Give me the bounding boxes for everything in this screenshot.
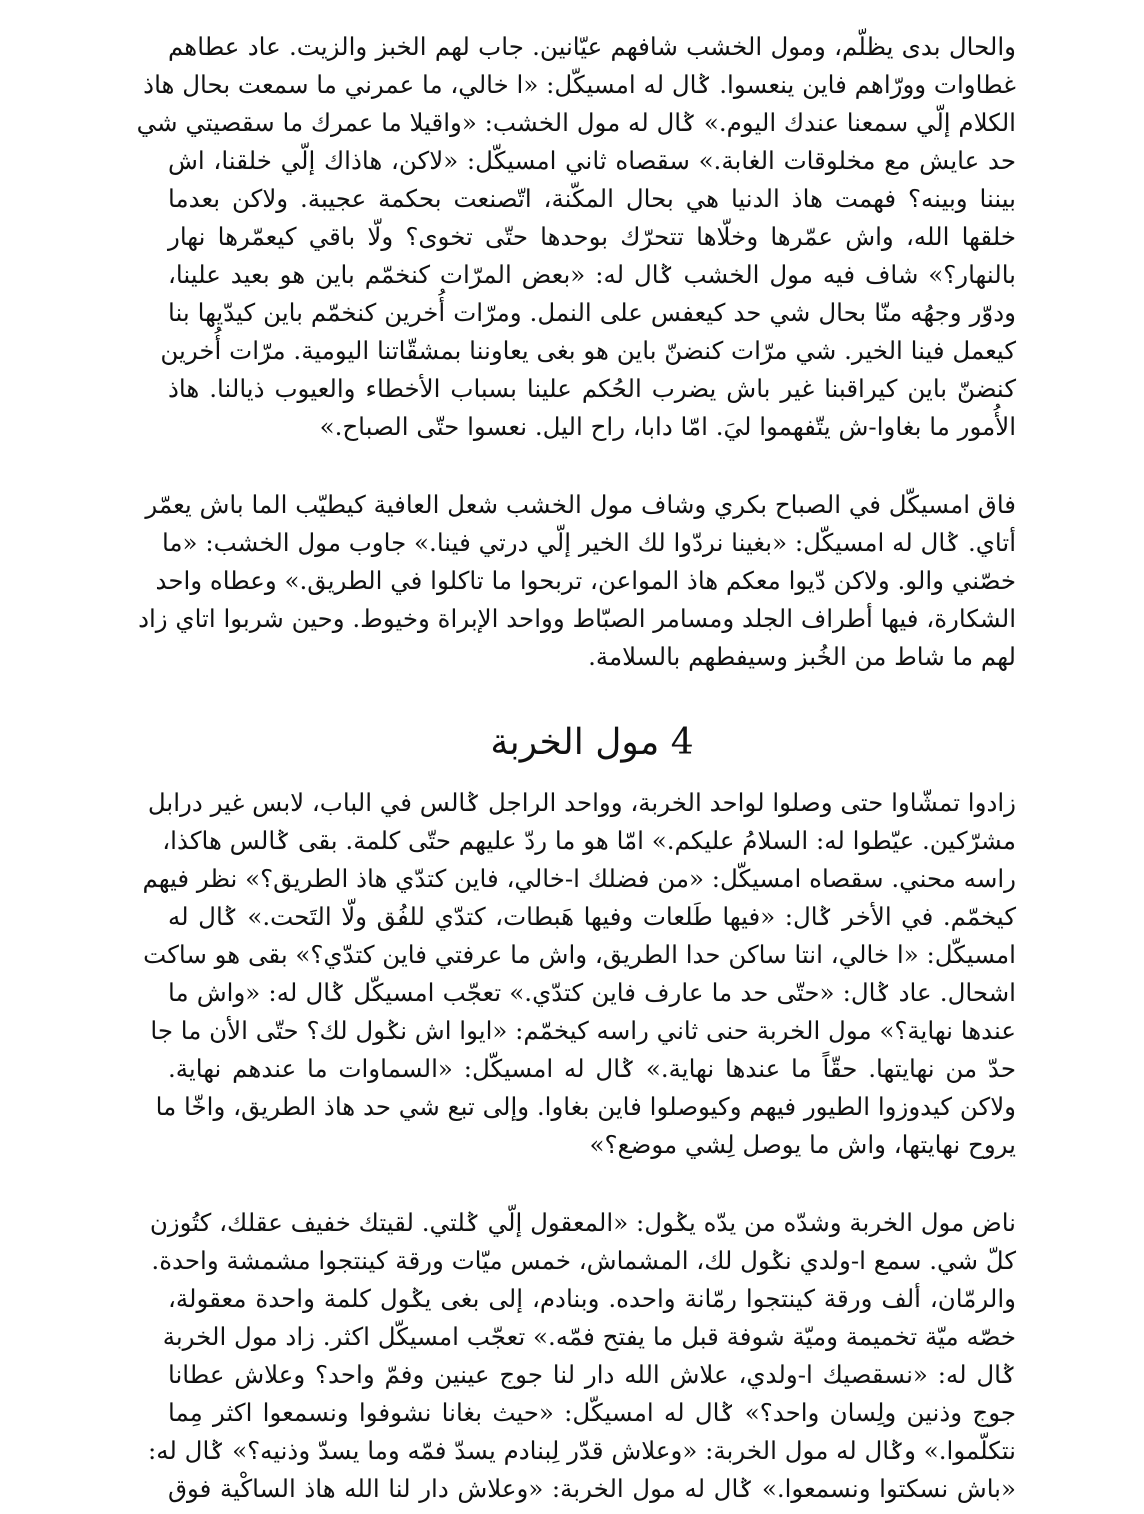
- text-line: فاق امسيكّل في الصباح بكري وشاف مول الخشب شعل العافية كيطيّب الما باش يعمّر: [145, 490, 1016, 519]
- text-line: ناض مول الخربة وشدّه من يدّه يݣول: «المعقول إلّي ݣلتي. لقيتك خفيف عقلك، كتُوزن: [149, 1208, 1016, 1237]
- text-line: كلّ شي. سمع ا-ولدي نݣول لك، المشماش، خمس ميّات ورقة كينتجوا مشمشة واحدة.: [151, 1246, 1016, 1275]
- document-page: [136, 28, 1016, 1508]
- text-line: حدّ من نهايتها. حقّاً ما عندها نهاية.» ݣال له امسيكّل: «السماوات ما عندهم نهاية.: [168, 1054, 1016, 1083]
- text-line: والحال بدى يظلّم، ومول الخشب شافهم عيّانين. جاب لهم الخبز والزيت. عاد عطاهم: [168, 32, 1016, 61]
- text-line: الكلام إلّي سمعنا عندك اليوم.» ݣال له مول الخشب: «واقيلا ما عمرك ما سقصيتي شي: [136, 108, 1016, 137]
- text-line: عندها نهاية؟» مول الخربة حنى ثاني راسه كيخمّم: «ايوا اش نݣول لك؟ حتّى الأن ما جا: [150, 1016, 1016, 1045]
- paragraph-gap: [168, 1164, 1016, 1204]
- text-line: جوج وذنين ولِسان واحد؟» ݣال له امسيكّل: «حيث بغانا نشوفوا ونسمعوا اكثر مِما: [168, 1398, 1016, 1427]
- text-line: بيننا وبينه؟ فهمت هاذ الدنيا هي بحال المكّنة، اتّصنعت بحكمة عجيبة. ولاكن بعدما: [168, 184, 1016, 213]
- text-line: ݣال له: «نسقصيك ا-ولدي، علاش الله دار لنا جوج عينين وفمّ واحد؟ وعلاش عطانا: [168, 1360, 1016, 1389]
- text-line: أتاي. ݣال له امسيكّل: «بغينا نردّوا لك الخير إلّي درتي فينا.» جاوب مول الخشب: «ما: [161, 528, 1016, 557]
- paragraph-2: [138, 486, 1016, 676]
- text-line: لهم ما شاط من الخُبز وسيفطهم بالسلامة.: [588, 642, 1016, 671]
- text-line: الشكارة، فيها أطراف الجلد ومسامر الصبّاط وواحد الإبراة وخيوط. وحين شربوا اتاي زاد: [138, 604, 1016, 633]
- text-line: كيعمل فينا الخير. شي مرّات كنضنّ باين هو بغى يعاوننا بمشقّاتنا اليومية. مرّات أُخرين: [160, 336, 1016, 365]
- text-line: اشحال. عاد ݣال: «حتّى حد ما عارف فاين كتدّي.» تعجّب امسيكّل ݣال له: «واش ما: [168, 978, 1016, 1007]
- text-line: ودوّر وجهُه منّا بحال شي حد كيعفس على النمل. ومرّات أُخرين كنخمّم باين كيدّيها بنا: [168, 298, 1016, 327]
- text-line: امسيكّل: «ا خالي، انتا ساكن حدا الطريق، واش ما عرفتي فاين كتدّي؟» بقى هو ساكت: [143, 940, 1016, 969]
- text-line: كنضنّ باين كيراقبنا غير باش يضرب الحُكم علينا بسباب الأخطاء والعيوب ذيالنا. هاذ: [168, 374, 1016, 403]
- text-line: بالنهار؟» شاف فيه مول الخشب ݣال له: «بعض المرّات كنخمّم باين هو بعيد علينا،: [168, 260, 1016, 289]
- text-line: خصّه ميّة تخميمة وميّة شوفة قبل ما يفتح فمّه.» تعجّب امسيكّل اكثر. زاد مول الخربة: [162, 1322, 1016, 1351]
- text-line: راسه محني. سقصاه امسيكّل: «من فضلك ا-خالي، فاين كتدّي هاذ الطريق؟» نظر فيهم: [142, 864, 1016, 893]
- text-line: «باش نسكتوا ونسمعوا.» ݣال له مول الخربة: «وعلاش دار لنا الله هاذ الساكْية فوق: [168, 1474, 1016, 1503]
- text-line: ولاكن كيدوزوا الطيور فيهم وكيوصلوا فاين بغاوا. وإلى تبع شي حد هاذ الطريق، واخّا ما: [155, 1092, 1016, 1121]
- paragraph-3: [142, 784, 1016, 1164]
- text-line: حد عايش مع مخلوقات الغابة.» سقصاه ثاني امسيكّل: «لاكن، هاذاك إلّي خلقنا، اش: [168, 146, 1016, 175]
- text-line: خصّني والو. ولاكن دّيوا معكم هاذ المواعن، تربحوا ما تاكلوا في الطريق.» وعطاه واحد: [155, 566, 1016, 595]
- text-line: نتكلّموا.» وݣال له مول الخربة: «وعلاش قدّر لِبنادم يسدّ فمّه وما يسدّ وذنيه؟» ݣال له:: [148, 1436, 1016, 1465]
- text-line: كيخمّم. في الأخر ݣال: «فيها طَلعات وفيها هَبطات، كتدّي للفُق ولّا التَحت.» ݣال له: [168, 902, 1016, 931]
- paragraph-4: [148, 1204, 1016, 1508]
- text-line: يروح نهايتها، واش ما يوصل لِشي موضع؟»: [589, 1130, 1016, 1159]
- text-line: خلقها الله، واش عمّرها وخلّاها تتحرّك بوحدها حتّى تخوى؟ ولّا باقي كيعمّرها نهار: [168, 222, 1016, 251]
- text-line: الأُمور ما بغاوا-ش يتّفهموا ليَ. امّا دابا، راح اليل. نعسوا حتّى الصباح.»: [319, 412, 1016, 441]
- text-line: والرمّان، ألف ورقة كينتجوا رمّانة واحده. وبنادم، إلى بغى يݣول كلمة واحدة معقولة،: [168, 1284, 1016, 1313]
- chapter-heading: 4 مول الخربة: [490, 722, 694, 763]
- text-line: غطاوات وورّاهم فاين ينعسوا. ݣال له امسيكّل: «ا خالي، ما عمرني ما سمعت بحال هاذ: [143, 70, 1016, 99]
- paragraph-gap: [168, 446, 1016, 486]
- paragraph-1: [136, 28, 1016, 446]
- text-line: مشرّكين. عيّطوا له: السلامُ عليكم.» امّا هو ما ردّ عليهم حتّى كلمة. بقى ݣالس هاكذا،: [162, 826, 1016, 855]
- text-line: زادوا تمشّاوا حتى وصلوا لواحد الخربة، وواحد الراجل ݣالس في الباب، لابس غير درابل: [147, 788, 1016, 817]
